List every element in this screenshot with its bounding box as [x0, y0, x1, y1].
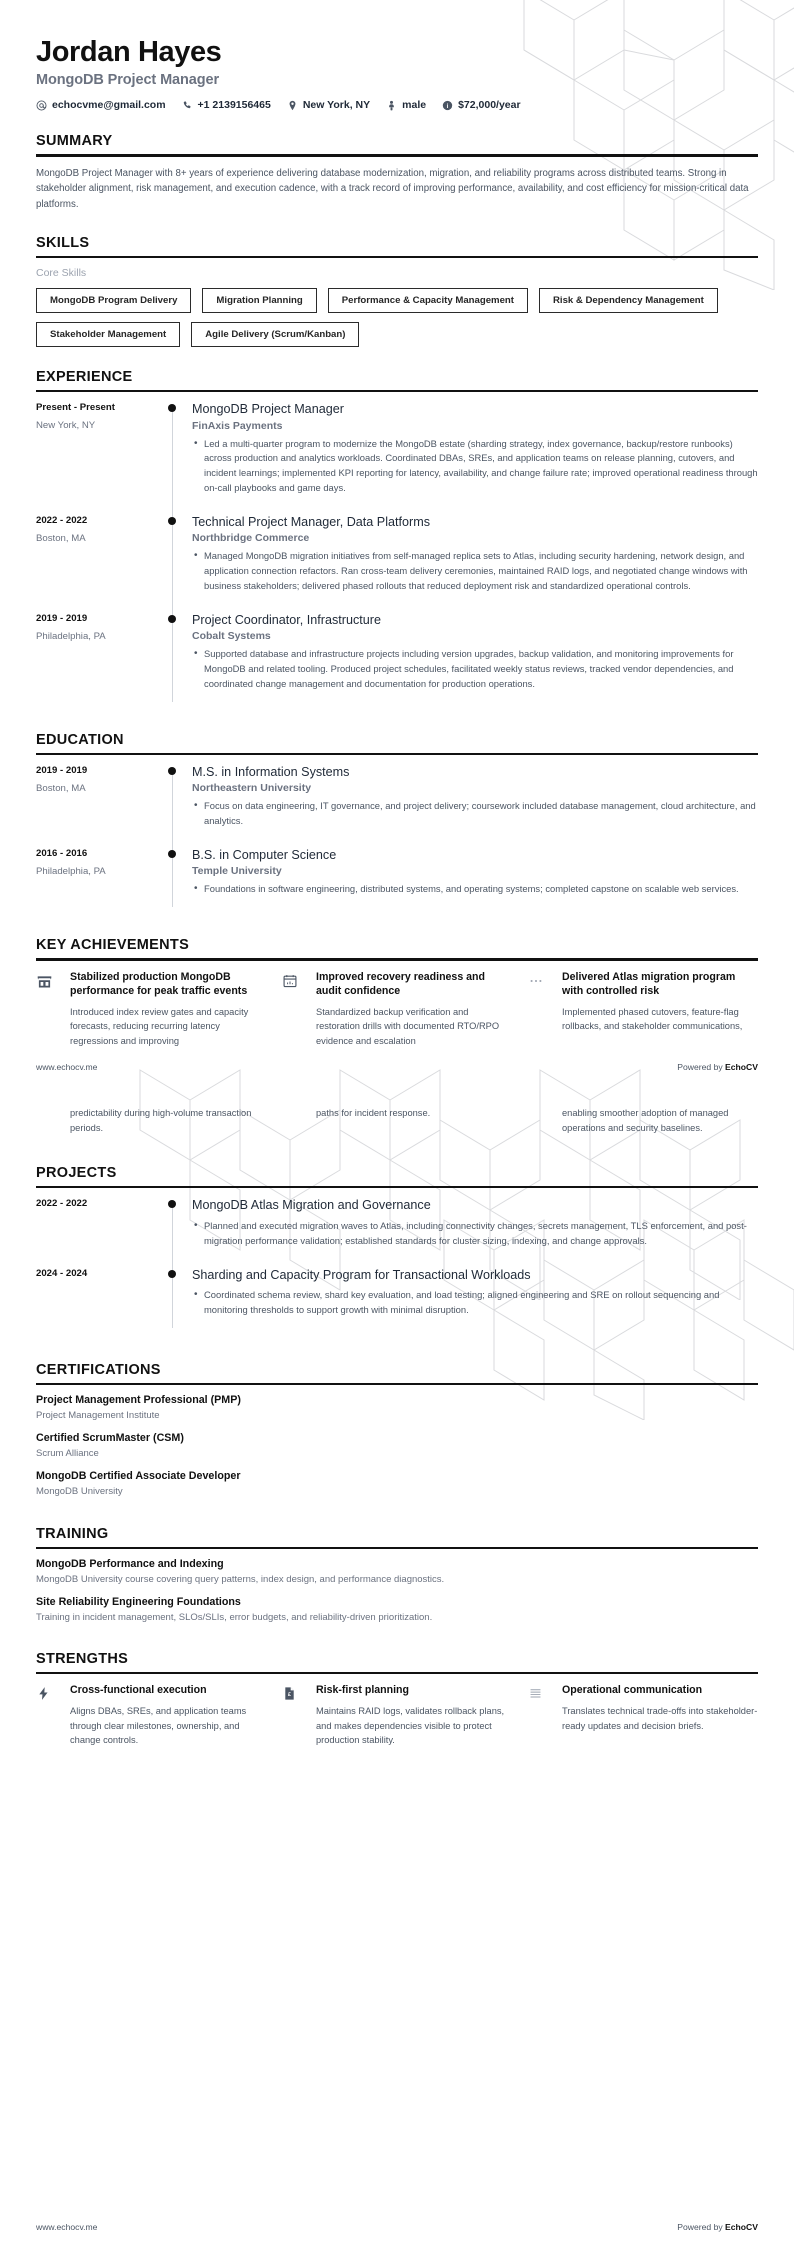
entry-role: Technical Project Manager, Data Platforms	[192, 514, 430, 529]
entry-body	[192, 401, 758, 514]
entry-body	[192, 514, 758, 612]
certification-issuer: Scrum Alliance	[36, 1448, 99, 1460]
strengths-grid	[36, 1683, 758, 1747]
achievement-card	[36, 970, 266, 1049]
footer-powered-label: Powered by	[677, 1062, 726, 1073]
section-divider	[36, 1383, 758, 1385]
ellipsis-icon	[528, 970, 554, 1049]
entry-meta	[36, 1267, 166, 1336]
section-certifications	[36, 1362, 758, 1500]
entry-date: 2022 - 2022	[36, 514, 88, 526]
entry-date: 2016 - 2016	[36, 848, 88, 860]
section-education	[36, 732, 758, 915]
entry-location: Boston, MA	[36, 783, 86, 795]
page-break-footer	[0, 1062, 794, 1072]
training-item	[36, 1596, 758, 1625]
certification-name: Project Management Professional (PMP)	[36, 1393, 241, 1406]
section-divider	[36, 1186, 758, 1188]
section-strengths	[36, 1651, 758, 1747]
entry-company: Northbridge Commerce	[192, 532, 310, 545]
strength-card	[528, 1683, 758, 1747]
certification-item	[36, 1470, 758, 1499]
certification-issuer: Project Management Institute	[36, 1409, 160, 1421]
education-entry	[36, 847, 758, 915]
contact-gender-value: male	[402, 99, 427, 112]
achievement-title: Delivered Atlas migration program with controlled risk	[562, 970, 736, 998]
achievement-desc: Introduced index review gates and capacity forecasts, reducing recurring latency regressions and improving	[70, 1006, 249, 1046]
store-icon	[36, 970, 62, 1049]
contact-row	[36, 99, 758, 111]
contact-phone[interactable]	[182, 99, 271, 111]
entry-meta	[36, 847, 166, 915]
strength-title: Operational communication	[562, 1684, 703, 1697]
contact-email[interactable]	[36, 99, 166, 111]
entry-location: Philadelphia, PA	[36, 630, 106, 642]
training-name: MongoDB Performance and Indexing	[36, 1557, 224, 1570]
calendar-chart-icon	[282, 970, 308, 1049]
footer-website[interactable]: www.echocv.me	[36, 2222, 98, 2232]
entry-meta	[36, 764, 166, 847]
projects-section-title: PROJECTS	[36, 1165, 117, 1182]
email-icon	[36, 100, 47, 111]
timeline-rail	[166, 847, 192, 915]
project-entry	[36, 1267, 758, 1336]
entry-date: 2022 - 2022	[36, 1198, 88, 1210]
skill-chip[interactable]: Agile Delivery (Scrum/Kanban)	[191, 322, 359, 347]
footer-website[interactable]: www.echocv.me	[36, 1062, 98, 1073]
skills-group-label: Core Skills	[36, 267, 87, 279]
entry-meta	[36, 514, 166, 612]
education-section-title: EDUCATION	[36, 731, 124, 748]
entry-meta	[36, 401, 166, 514]
timeline-dot-icon	[168, 1200, 176, 1208]
entry-company: FinAxis Payments	[192, 419, 283, 432]
bullet-item: • Coordinated schema review, shard key evaluation, and load testing; aligned engineering and SRE on rollout sequencing and monitoring thresholds to support growth with minimal disruption.	[192, 1288, 758, 1318]
certification-item	[36, 1394, 758, 1423]
section-divider	[36, 1547, 758, 1549]
achievement-card-continuation	[282, 1106, 512, 1135]
document-icon	[282, 1683, 308, 1747]
entry-role: Project Coordinator, Infrastructure	[192, 612, 381, 627]
strength-desc: Aligns DBAs, SREs, and application teams through clear milestones, ownership, and change controls.	[70, 1706, 247, 1746]
entry-body	[192, 612, 758, 710]
achievement-desc-continued: paths for incident response.	[316, 1108, 431, 1119]
section-key-achievements	[36, 937, 758, 1048]
bullet-item: • Led a multi-quarter program to modernize the MongoDB estate (sharding strategy, index governance, backup/restore runbooks) across production and analytics workloads. Coordinated DBAs, SREs, and application teams on release planning, cutovers, and incident learnings; implemented KPI reporting for latency, availability, and change failure rate; improved operational readiness through on-call playbooks and game days.	[192, 437, 758, 496]
entry-meta	[36, 612, 166, 710]
achievements-continuation-grid	[36, 1106, 758, 1135]
entry-role: MongoDB Project Manager	[192, 402, 344, 417]
certification-issuer: MongoDB University	[36, 1486, 123, 1498]
list-lines-icon	[528, 1683, 554, 1747]
section-divider	[36, 390, 758, 392]
skill-chip[interactable]: Performance & Capacity Management	[328, 288, 528, 313]
entry-date: 2024 - 2024	[36, 1267, 88, 1279]
bullet-item: • Supported database and infrastructure projects including version upgrades, backup validation, and monitoring improvements for MongoDB and related tooling. Produced project schedules, facilitated weekly status reviews, tracked vendor dependencies, and coordinated change management and documentation for production operations.	[192, 647, 758, 692]
entry-company: Cobalt Systems	[192, 630, 271, 643]
entry-school: Northeastern University	[192, 782, 312, 795]
project-name: MongoDB Atlas Migration and Governance	[192, 1198, 431, 1213]
skills-section-title: SKILLS	[36, 234, 90, 251]
skill-chip[interactable]: MongoDB Program Delivery	[36, 288, 191, 313]
training-section-title: TRAINING	[36, 1525, 109, 1542]
contact-salary-value: $72,000/year	[458, 99, 521, 112]
timeline-dot-icon	[168, 1270, 176, 1278]
entry-date: 2019 - 2019	[36, 765, 88, 777]
timeline-rail	[166, 1197, 192, 1266]
summary-section-title: SUMMARY	[36, 133, 113, 150]
achievement-card-continuation	[528, 1106, 758, 1135]
document-footer	[0, 2222, 794, 2232]
entry-body	[192, 847, 758, 915]
achievements-grid	[36, 970, 758, 1049]
entry-location: Philadelphia, PA	[36, 866, 106, 878]
footer-brand	[677, 1062, 758, 1072]
location-pin-icon	[287, 100, 298, 111]
footer-brand-name: EchoCV	[725, 1062, 758, 1073]
training-detail: MongoDB University course covering query patterns, index design, and performance diagnostics.	[36, 1573, 445, 1585]
entry-body	[192, 1267, 758, 1336]
bullet-item: • Focus on data engineering, IT governance, and project delivery; coursework included database management, cloud architecture, and analytics.	[192, 799, 758, 829]
section-skills	[36, 235, 758, 347]
achievement-desc: Implemented phased cutovers, feature-flag rollbacks, and stakeholder communications,	[562, 1006, 743, 1032]
entry-bullets	[192, 437, 758, 496]
timeline-dot-icon	[168, 767, 176, 775]
person-icon	[386, 100, 397, 111]
certification-name: Certified ScrumMaster (CSM)	[36, 1432, 184, 1445]
achievements-section-title: KEY ACHIEVEMENTS	[36, 937, 190, 954]
contact-location-value: New York, NY	[302, 99, 371, 112]
entry-location: New York, NY	[36, 420, 96, 432]
contact-gender[interactable]	[386, 99, 426, 111]
achievement-desc-continued: predictability during high-volume transaction periods.	[70, 1108, 252, 1133]
entry-bullets	[192, 799, 758, 829]
svg-text:i: i	[446, 102, 449, 110]
footer-brand	[677, 2222, 758, 2232]
entry-bullets	[192, 1288, 758, 1318]
achievement-desc: Standardized backup verification and restoration drills with documented RTO/RPO evidence and escalation	[316, 1006, 500, 1046]
footer-brand-name: EchoCV	[725, 2222, 758, 2232]
section-experience	[36, 369, 758, 710]
candidate-headline: MongoDB Project Manager	[36, 72, 219, 89]
timeline-dot-icon	[168, 850, 176, 858]
project-name: Sharding and Capacity Program for Transactional Workloads	[192, 1267, 531, 1282]
strength-card	[282, 1683, 512, 1747]
strength-title: Cross-functional execution	[70, 1684, 207, 1697]
candidate-name: Jordan Hayes	[36, 36, 222, 68]
achievement-card	[282, 970, 512, 1049]
strengths-section-title: STRENGTHS	[36, 1651, 129, 1668]
strength-card	[36, 1683, 266, 1747]
training-detail: Training in incident management, SLOs/SLIs, error budgets, and reliability-driven prioritization.	[36, 1611, 433, 1623]
section-divider	[36, 753, 758, 755]
strength-desc: Maintains RAID logs, validates rollback plans, and makes dependencies visible to protect production stability.	[316, 1706, 505, 1746]
experience-entry	[36, 514, 758, 612]
contact-location[interactable]	[287, 99, 370, 111]
experience-entry	[36, 612, 758, 710]
timeline-rail	[166, 401, 192, 514]
timeline-dot-icon	[168, 517, 176, 525]
certification-name: MongoDB Certified Associate Developer	[36, 1470, 241, 1483]
education-entry	[36, 764, 758, 847]
entry-date: Present - Present	[36, 402, 115, 414]
section-divider	[36, 958, 758, 960]
skill-chip[interactable]: Risk & Dependency Management	[539, 288, 718, 313]
strength-desc: Translates technical trade-offs into stakeholder-ready updates and decision briefs.	[562, 1706, 758, 1731]
section-summary	[36, 133, 758, 212]
bullet-item: • Planned and executed migration waves to Atlas, including connectivity changes, secrets management, TLS enforcement, and post-migration performance validation; established standards for cluster sizing, indexing, and change approvals.	[192, 1219, 758, 1249]
section-divider	[36, 1672, 758, 1674]
training-name: Site Reliability Engineering Foundations	[36, 1595, 241, 1608]
achievement-desc-continued: enabling smoother adoption of managed operations and security baselines.	[562, 1108, 729, 1133]
strength-title: Risk-first planning	[316, 1684, 409, 1697]
timeline-rail	[166, 1267, 192, 1336]
achievement-title: Improved recovery readiness and audit confidence	[316, 970, 485, 998]
experience-section-title: EXPERIENCE	[36, 369, 133, 385]
entry-bullets	[192, 1219, 758, 1249]
contact-salary[interactable]	[442, 99, 520, 111]
achievement-card-continuation	[36, 1106, 266, 1135]
timeline-rail	[166, 764, 192, 847]
entry-body	[192, 1197, 758, 1266]
contact-phone-value: +1 2139156465	[197, 99, 271, 112]
contact-email-value: echocvme@gmail.com	[52, 99, 166, 112]
entry-degree: M.S. in Information Systems	[192, 765, 350, 780]
entry-school: Temple University	[192, 865, 282, 878]
section-projects	[36, 1165, 758, 1335]
timeline-rail	[166, 514, 192, 612]
svg-text:£: £	[288, 1692, 291, 1699]
entry-location: Boston, MA	[36, 532, 86, 544]
entry-degree: B.S. in Computer Science	[192, 848, 337, 863]
section-training	[36, 1526, 758, 1626]
entry-body	[192, 764, 758, 847]
entry-date: 2019 - 2019	[36, 612, 88, 624]
summary-text: MongoDB Project Manager with 8+ years of experience delivering database modernization, migration, and reliability programs across distributed teams. Strong in stakeholder alignment, risk management, and execution cadence, with a track record of improving performance, availability, and cost efficiency for mission-critical data platforms.	[36, 167, 749, 211]
phone-icon	[182, 100, 193, 111]
timeline-dot-icon	[168, 404, 176, 412]
certifications-section-title: CERTIFICATIONS	[36, 1361, 161, 1378]
skill-chip[interactable]: Stakeholder Management	[36, 322, 180, 347]
achievement-card	[528, 970, 758, 1049]
salary-icon	[442, 100, 453, 111]
footer-powered-label: Powered by	[677, 2222, 726, 2232]
section-divider	[36, 154, 758, 156]
timeline-rail	[166, 612, 192, 710]
entry-bullets	[192, 882, 758, 897]
entry-bullets	[192, 549, 758, 594]
skills-chip-list	[36, 288, 758, 347]
training-item	[36, 1558, 758, 1587]
bullet-item: • Foundations in software engineering, distributed systems, and operating systems; completed capstone on scalable web services.	[192, 882, 758, 897]
bullet-item: • Managed MongoDB migration initiatives from self-managed replica sets to Atlas, including security hardening, network design, and application connection refactors. Ran cross-team delivery ceremonies, maintained RAID logs, and negotiated change windows with business stakeholders; delivered phased rollouts that reduced deployment risk and standardized operational controls.	[192, 549, 758, 594]
skill-chip[interactable]: Migration Planning	[202, 288, 316, 313]
resume-header	[36, 0, 758, 111]
entry-bullets	[192, 647, 758, 692]
lightning-bolt-icon	[36, 1683, 62, 1747]
entry-meta	[36, 1197, 166, 1266]
project-entry	[36, 1197, 758, 1266]
experience-entry	[36, 401, 758, 514]
certification-item	[36, 1432, 758, 1461]
timeline-dot-icon	[168, 615, 176, 623]
section-divider	[36, 256, 758, 258]
achievement-title: Stabilized production MongoDB performance for peak traffic events	[70, 970, 248, 998]
